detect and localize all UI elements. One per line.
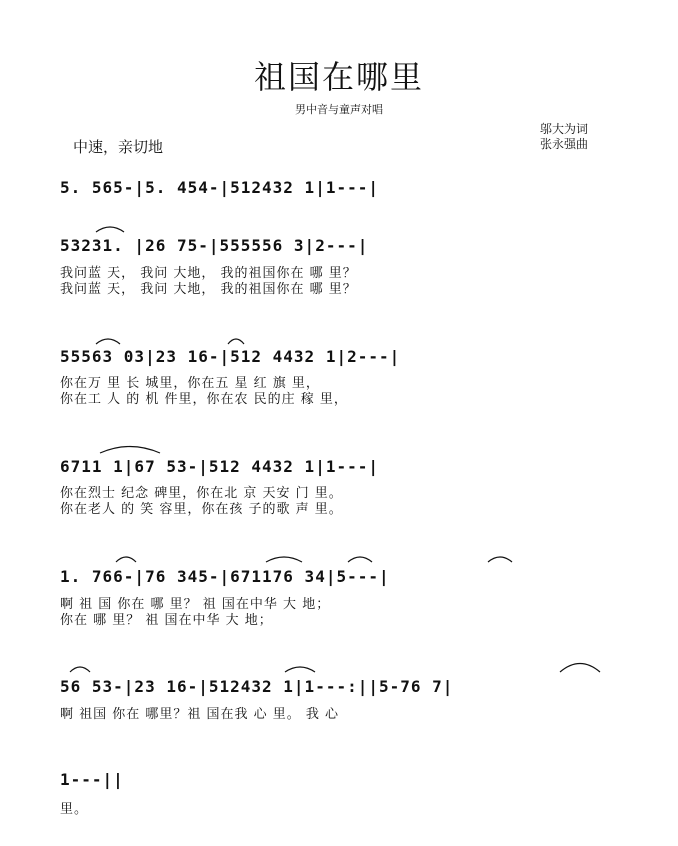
lyric-line-4b: 你在老人 的 笑 容里，你在孩 子的歌 声 里。 (60, 502, 343, 517)
lyric-line-5a: 啊 祖 国 你在 哪 里？ 祖 国在中华 大 地； (60, 597, 331, 612)
slur-mark (348, 557, 372, 562)
lyricist-credit: 邬大为词 (540, 122, 589, 136)
lyric-line-6a: 啊 祖国 你在 哪里？祖 国在我 心 里。 我 心 (60, 707, 340, 722)
notation-line-1: 5. 565-|5. 454-|512432 1|1---| (60, 178, 379, 197)
song-title: 祖国在哪里 (253, 58, 424, 96)
notation-line-4: 6711 1|67 53-|512 4432 1|1---| (60, 457, 379, 476)
tempo-marking: 中速，亲切地 (73, 138, 164, 156)
slur-mark (100, 447, 160, 454)
slur-mark (285, 667, 315, 672)
slur-mark (96, 339, 120, 344)
notation-line-6: 56 53-|23 16-|512432 1|1---:||5-76 7| (60, 677, 454, 696)
lyric-line-7a: 里。 (60, 802, 89, 817)
lyric-line-2b: 我问蓝 天， 我问 大地， 我的祖国你在 哪 里？ (60, 282, 357, 297)
lyric-line-4a: 你在烈士 纪念 碑里，你在北 京 天安 门 里。 (60, 486, 343, 501)
lyric-line-5b: 你在 哪 里？ 祖 国在中华 大 地； (60, 613, 273, 628)
lyric-line-3a: 你在万 里 长 城里，你在五 星 红 旗 里， (60, 376, 320, 391)
slur-mark (96, 227, 124, 232)
lyric-line-2a: 我问蓝 天， 我问 大地， 我的祖国你在 哪 里？ (60, 266, 357, 281)
slur-mark (228, 339, 244, 344)
slur-mark (116, 557, 136, 562)
notation-line-3: 55563 03|23 16-|512 4432 1|2---| (60, 347, 401, 366)
composer-credit: 张永强曲 (540, 137, 589, 151)
notation-line-2: 53231. |26 75-|555556 3|2---| (60, 236, 369, 255)
slur-mark (266, 557, 302, 562)
lyric-line-3b: 你在工 人 的 机 件里，你在农 民的庄 稼 里， (60, 392, 348, 407)
notation-line-7: 1---|| (60, 770, 124, 789)
slur-mark (560, 664, 600, 673)
notation-line-5: 1. 766-|76 345-|671176 34|5---| (60, 567, 390, 586)
slur-mark (488, 557, 512, 562)
slur-mark (70, 667, 90, 672)
song-subtitle: 男中音与童声对唱 (295, 103, 383, 116)
